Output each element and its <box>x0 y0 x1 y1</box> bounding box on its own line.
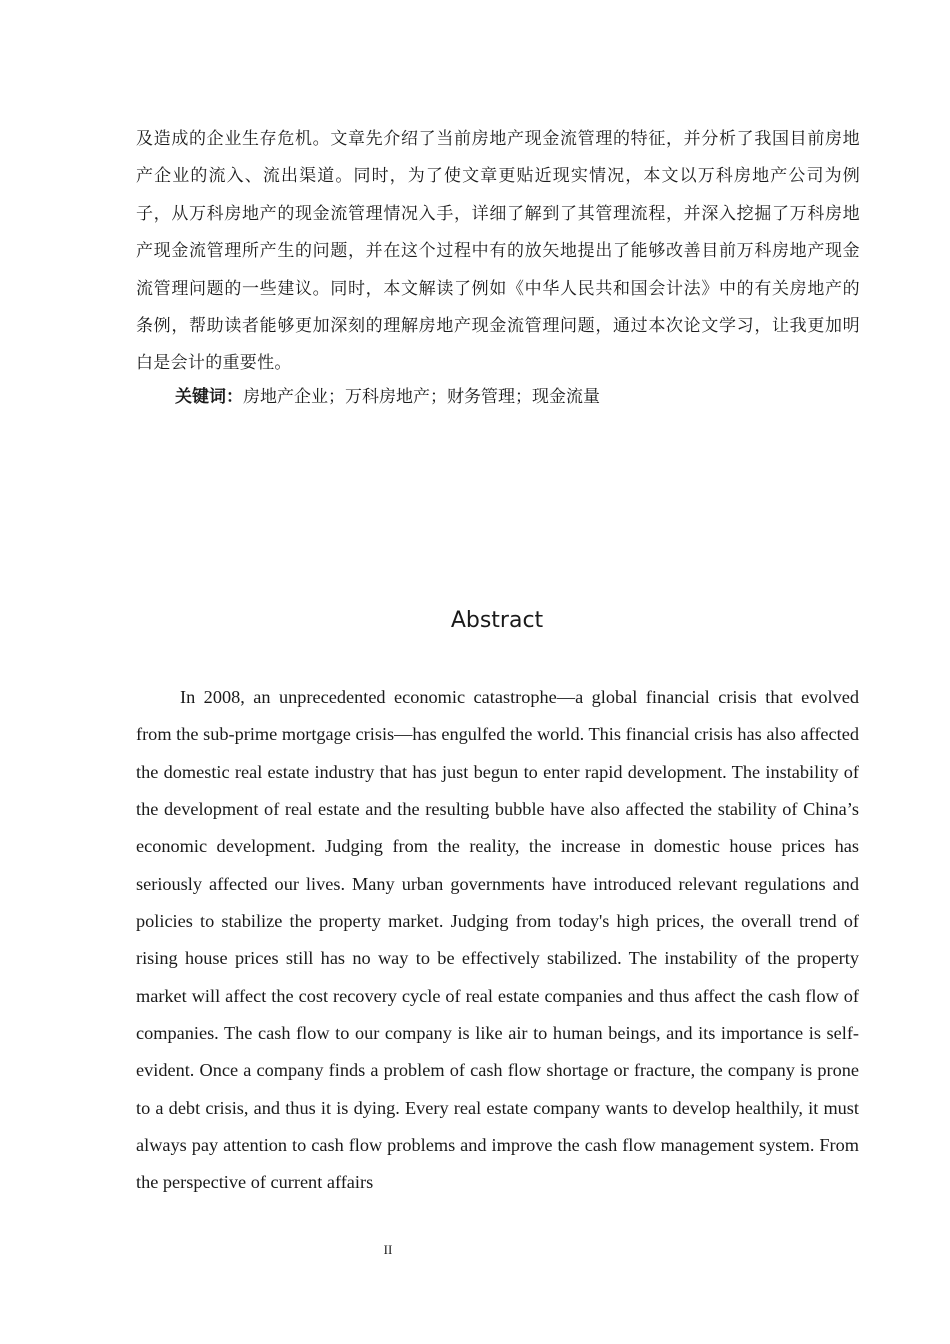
chinese-abstract-paragraph: 及造成的企业生存危机。文章先介绍了当前房地产现金流管理的特征，并分析了我国目前房地产企业的流入、流出渠道。同时，为了使文章更贴近现实情况，本文以万科房地产公司为例子，从万科房地产的现金流管理情况入手，详细了解到了其管理流程，并深入挖掘了万科房地产现金流管理所产生的问题，并在这个过程中有的放矢地提出了能够改善目前万科房地产现金流管理问题的一些建议。同时，本文解读了例如《中华人民共和国会计法》中的有关房地产的条例，帮助读者能够更加深刻的理解房地产现金流管理问题，通过本次论文学习，让我更加明白是会计的重要性。 <box>136 129 860 374</box>
keywords-line <box>175 379 865 416</box>
page-number: II <box>383 1242 393 1257</box>
keywords-text: 房地产企业；万科房地产；财务管理；现金流量 <box>243 387 600 407</box>
english-abstract-paragraph: In 2008, an unprecedented economic catastrophe—a global financial crisis that evolved from the sub-prime mortgage crisis—has engulfed the world. This financial crisis has also affected the domestic real estate industry that has just begun to enter rapid development. The instability of the development of real estate and the resulting bubble have also affected the stability of China’s economic development. Judging from the reality, the increase in domestic house prices has seriously affected our lives. Many urban governments have introduced relevant regulations and policies to stabilize the property market. Judging from today's high prices, the overall trend of rising house prices still has no way to be effectively stabilized. The instability of the property market will affect the cost recovery cycle of real estate companies and thus affect the cash flow of companies. The cash flow to our company is like air to human beings, and its importance is self-evident. Once a company finds a problem of cash flow shortage or fracture, the company is prone to a debt crisis, and thus it is dying. Every real estate company wants to develop healthily, it must always pay attention to cash flow problems and improve the cash flow management system. From the perspective of current affairs <box>136 687 859 1193</box>
english-abstract <box>136 679 859 1202</box>
keywords-label: 关键词： <box>175 387 243 407</box>
abstract-heading: Abstract <box>450 608 544 633</box>
chinese-abstract <box>136 121 860 383</box>
